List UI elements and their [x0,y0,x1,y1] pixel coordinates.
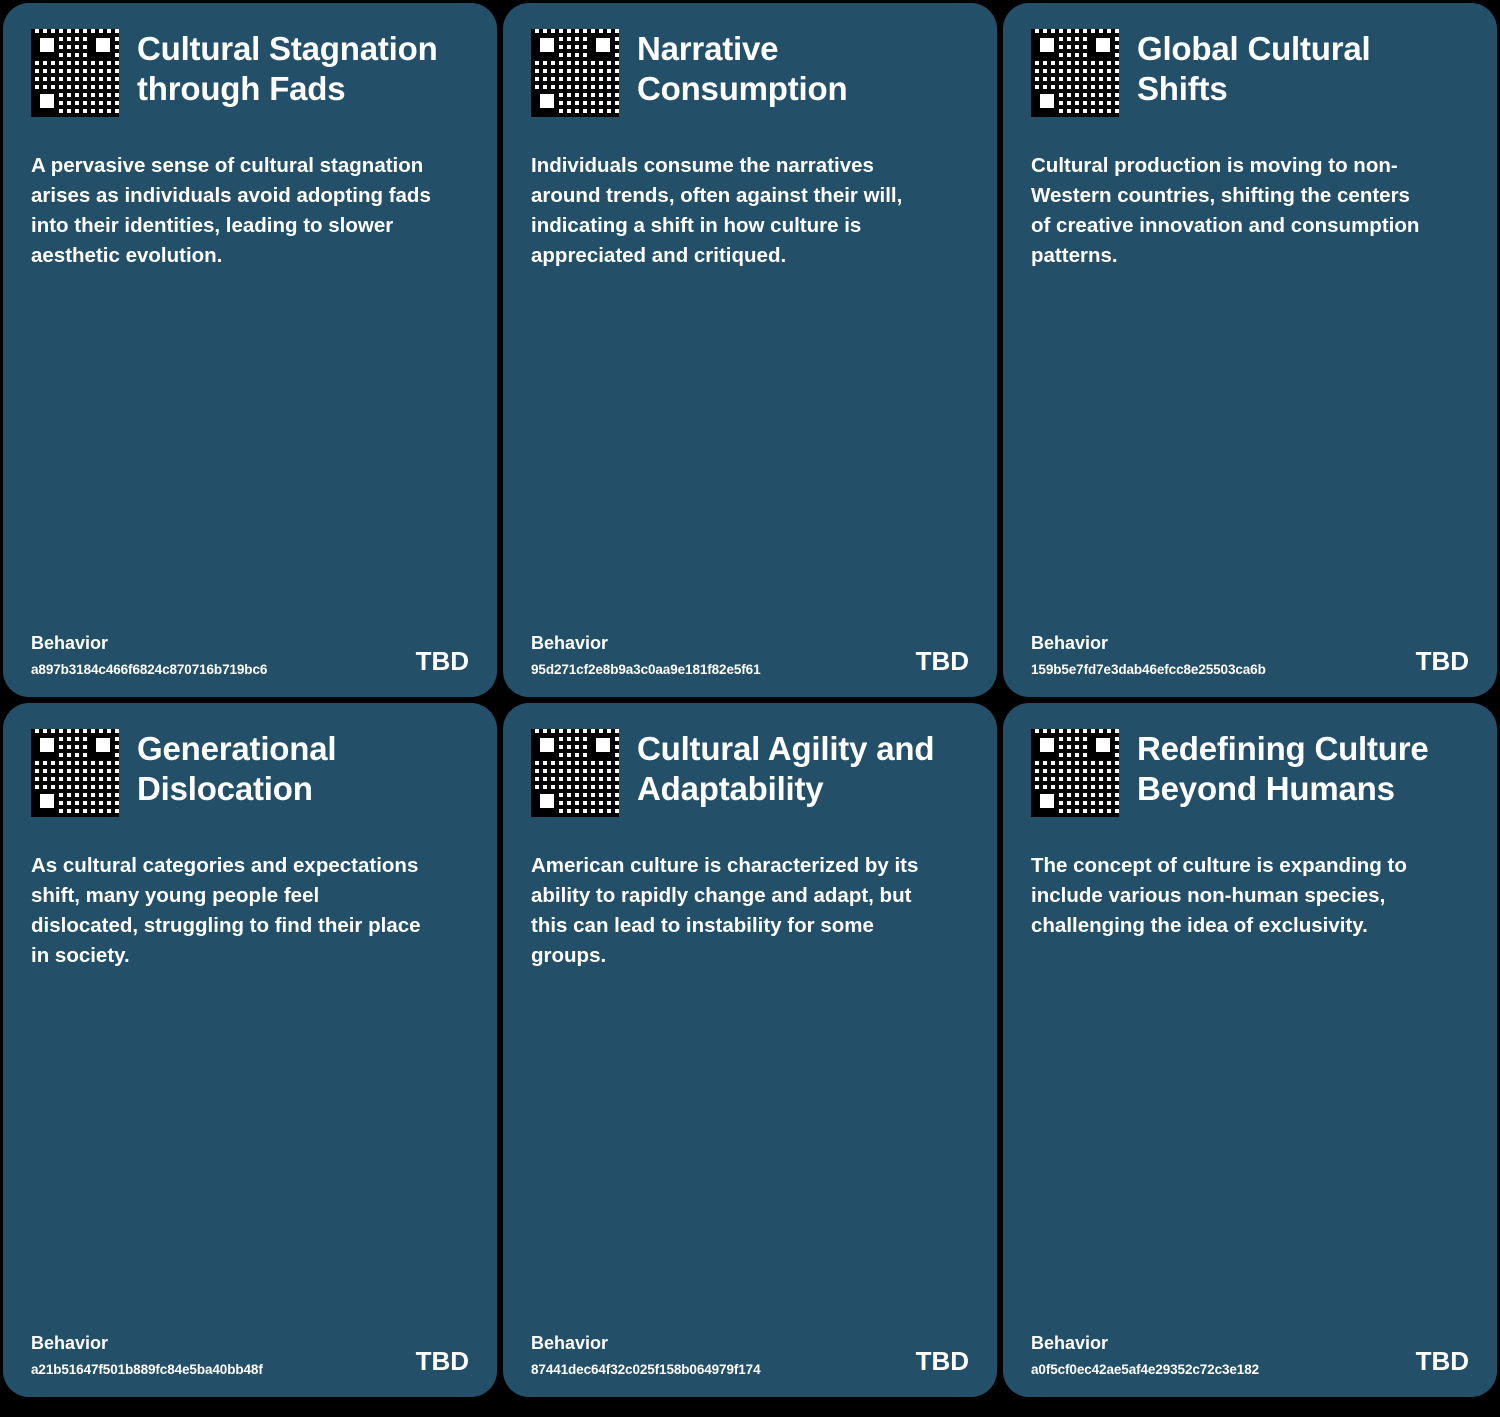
card-footer [31,633,469,677]
footer-label: Behavior [1031,1333,1109,1353]
footer-meta [1031,633,1266,677]
card-title: Generational Dislocation [137,730,337,808]
card-cultural-stagnation-through-fads[interactable] [3,3,497,697]
qr-code-icon [531,29,619,117]
card-footer [531,1333,969,1377]
footer-hash: a0f5cf0ec42ae5af4e29352c72c3e182 [1031,1362,1260,1377]
footer-label: Behavior [31,633,109,653]
card-title: Cultural Agility and Adaptability [637,730,935,808]
card-title: Global Cultural Shifts [1137,30,1371,108]
qr-code-icon [31,29,119,117]
card-global-cultural-shifts[interactable] [1003,3,1497,697]
footer-label: Behavior [31,1333,109,1353]
qr-code-icon [531,729,619,817]
status-badge: TBD [1415,646,1469,676]
card-footer [1031,1333,1469,1377]
card-generational-dislocation[interactable] [3,703,497,1397]
qr-code-icon [31,729,119,817]
footer-hash: a21b51647f501b889fc84e5ba40bb48f [31,1362,263,1377]
footer-label: Behavior [1031,633,1109,653]
card-title: Redefining Culture Beyond Humans [1137,730,1429,808]
card-description: The concept of culture is expanding to include various non-human species, challenging the idea of exclusivity. [1031,854,1407,937]
card-footer [1031,633,1469,677]
footer-meta [531,633,761,677]
card-header [31,29,469,117]
card-cultural-agility-and-adaptability[interactable] [503,703,997,1397]
card-header [531,29,969,117]
card-header [1031,29,1469,117]
card-description: As cultural categories and expectations shift, many young people feel dislocated, struggling to find their place in society. [31,854,421,967]
footer-hash: 159b5e7fd7e3dab46efcc8e25503ca6b [1031,662,1266,677]
status-badge: TBD [915,646,969,676]
card-description: Cultural production is moving to non-Western countries, shifting the centers of creative innovation and consumption patterns. [1031,154,1420,267]
status-badge: TBD [915,1346,969,1376]
footer-meta [1031,1333,1259,1377]
card-title: Narrative Consumption [637,30,848,108]
card-description: American culture is characterized by its ability to rapidly change and adapt, but this can lead to instability for some groups. [531,854,919,967]
footer-label: Behavior [531,1333,609,1353]
footer-label: Behavior [531,633,609,653]
card-footer [31,1333,469,1377]
status-badge: TBD [415,646,469,676]
card-title: Cultural Stagnation through Fads [137,30,438,108]
card-header [31,729,469,817]
card-redefining-culture-beyond-humans[interactable] [1003,703,1497,1397]
footer-meta [531,1333,761,1377]
card-header [1031,729,1469,817]
status-badge: TBD [1415,1346,1469,1376]
footer-meta [31,633,267,677]
qr-code-icon [1031,729,1119,817]
footer-hash: a897b3184c466f6824c870716b719bc6 [31,662,268,677]
footer-hash: 87441dec64f32c025f158b064979f174 [531,1362,761,1377]
footer-hash: 95d271cf2e8b9a3c0aa9e181f82e5f61 [531,662,761,677]
card-description: A pervasive sense of cultural stagnation arises as individuals avoid adopting fads into their identities, leading to slower aesthetic evolution. [31,154,431,267]
footer-meta [31,1333,263,1377]
status-badge: TBD [415,1346,469,1376]
card-header [531,729,969,817]
card-description: Individuals consume the narratives around trends, often against their will, indicating a shift in how culture is appreciated and critiqued. [531,154,903,267]
card-footer [531,633,969,677]
qr-code-icon [1031,29,1119,117]
card-narrative-consumption[interactable] [503,3,997,697]
